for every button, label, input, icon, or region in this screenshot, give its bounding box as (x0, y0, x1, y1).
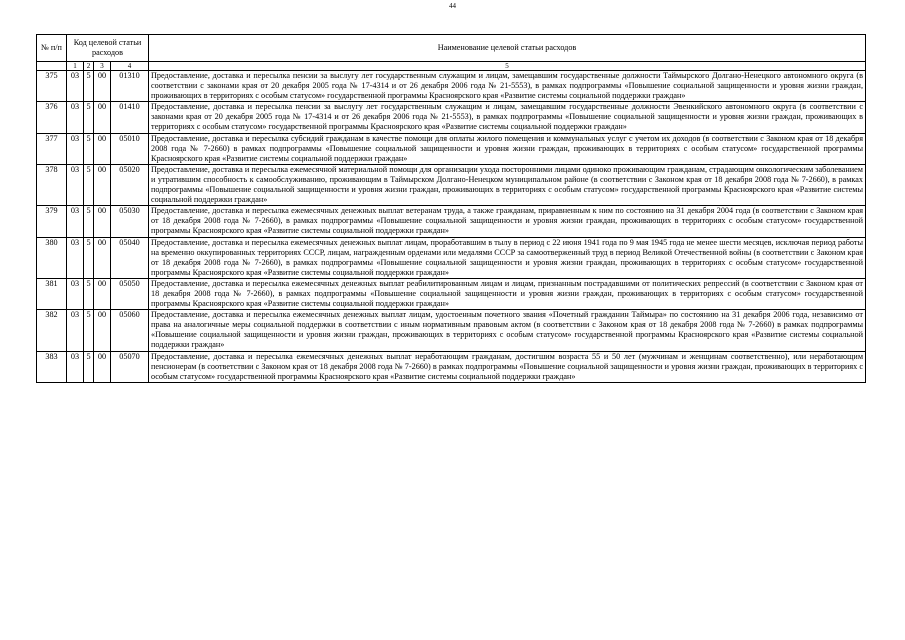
code-part-3: 00 (94, 237, 111, 278)
row-number: 376 (37, 102, 67, 133)
expense-description: Предоставление, доставка и пересылка ежемесячных денежных выплат лицам, проработавшим в тылу в период с 22 июня 1941 года по 9 мая 1945 года не менее шести месяцев, исключая период работы на временно оккупированных территориях СССР, лицам, награжденным орденами или медалями СССР за самоотверженный труд в период Великой Отечественной войны (в соответствии с Законом края от 18 декабря 2008 года № 7-2660), в рамках подпрограммы «Повышение социальной защищенности и уровня жизни граждан, проживающих в территориях с особым статусом» государственной программы Красноярского края «Развитие системы социальной поддержки граждан» (149, 237, 866, 278)
col-index: 3 (94, 62, 111, 71)
code-part-2: 5 (84, 102, 94, 133)
code-part-1: 03 (67, 102, 84, 133)
code-part-2: 5 (84, 278, 94, 309)
budget-table (36, 34, 866, 383)
code-part-3: 00 (94, 102, 111, 133)
header-row (37, 35, 866, 62)
table-row (37, 133, 866, 164)
page-number: 44 (449, 2, 456, 10)
row-number: 382 (37, 310, 67, 351)
expense-description: Предоставление, доставка и пересылка ежемесячных денежных выплат лицам, удостоенным почетного звания «Почетный гражданин Таймыра» по состоянию на 31 декабря 2006 года, независимо от права на аналогичные меры социальной поддержки в соответствии с иным нормативным правовым актом (в соответствии с Законом края от 18 декабря 2008 года № 7-2660) в рамках подпрограммы «Повышение социальной защищенности и уровня жизни граждан, проживающих в территориях с особым статусом» государственной программы Красноярского края «Развитие системы социальной поддержки граждан» (149, 310, 866, 351)
code-part-4: 01310 (111, 71, 149, 102)
code-part-3: 00 (94, 351, 111, 382)
table-row (37, 206, 866, 237)
code-part-2: 5 (84, 133, 94, 164)
row-number: 375 (37, 71, 67, 102)
code-part-3: 00 (94, 310, 111, 351)
code-part-4: 05060 (111, 310, 149, 351)
code-part-1: 03 (67, 278, 84, 309)
expense-description: Предоставление, доставка и пересылка субсидий гражданам в качестве помощи для оплаты жилого помещения и коммунальных услуг с учетом их доходов (в соответствии с Законом края от 18 декабря 2008 года № 7-2660) в рамках подпрограммы «Повышение социальной защищенности и уровня жизни граждан, проживающих в территориях с особым статусом» государственной программы Красноярского края «Развитие системы социальной поддержки граждан» (149, 133, 866, 164)
row-number: 380 (37, 237, 67, 278)
code-part-4: 05010 (111, 133, 149, 164)
header-code: Код целевой статьи расходов (67, 35, 149, 62)
expense-description: Предоставление, доставка и пересылка ежемесячной материальной помощи для организации ухода посторонними лицами одиноко проживающим гражданам, страдающим онкологическим заболеванием и утратившим способность к самообслуживанию, проживающим в Таймырском Долгано-Ненецком муниципальном районе (в соответствии с Законом края от 18 декабря 2008 года № 7-2660), в рамках подпрограммы «Повышение социальной защищенности и уровня жизни граждан, проживающих в территориях с особым статусом» государственной программы Красноярского края «Развитие системы социальной поддержки граждан» (149, 164, 866, 205)
table-row (37, 237, 866, 278)
table-body (37, 71, 866, 383)
code-part-1: 03 (67, 133, 84, 164)
row-number: 378 (37, 164, 67, 205)
code-part-1: 03 (67, 164, 84, 205)
code-part-1: 03 (67, 206, 84, 237)
code-part-3: 00 (94, 133, 111, 164)
code-part-2: 5 (84, 351, 94, 382)
table-row (37, 71, 866, 102)
row-number: 379 (37, 206, 67, 237)
code-part-4: 05040 (111, 237, 149, 278)
col-index: 5 (149, 62, 866, 71)
column-numbering-row (37, 62, 866, 71)
table-row (37, 102, 866, 133)
code-part-2: 5 (84, 71, 94, 102)
code-part-1: 03 (67, 310, 84, 351)
code-part-2: 5 (84, 206, 94, 237)
code-part-1: 03 (67, 351, 84, 382)
expense-description: Предоставление, доставка и пересылка пенсии за выслугу лет государственным служащим и лицам, замещавшим государственные должности Эвенкийского автономного округа (в соответствии с законами края от 20 декабря 2005 года № 17-4314 и от 26 декабря 2006 года № 21-5553), в рамках подпрограммы «Повышение социальной защищенности и уровня жизни граждан, проживающих в территориях с особым статусом» государственной программы Красноярского края «Развитие системы социальной поддержки граждан» (149, 102, 866, 133)
table-row (37, 278, 866, 309)
table-row (37, 351, 866, 382)
row-number: 381 (37, 278, 67, 309)
code-part-2: 5 (84, 164, 94, 205)
col-index: 2 (84, 62, 94, 71)
code-part-4: 01410 (111, 102, 149, 133)
table-row (37, 310, 866, 351)
code-part-3: 00 (94, 206, 111, 237)
code-part-3: 00 (94, 164, 111, 205)
table-row (37, 164, 866, 205)
row-number: 377 (37, 133, 67, 164)
code-part-4: 05050 (111, 278, 149, 309)
code-part-4: 05020 (111, 164, 149, 205)
row-number: 383 (37, 351, 67, 382)
code-part-4: 05030 (111, 206, 149, 237)
code-part-2: 5 (84, 237, 94, 278)
code-part-1: 03 (67, 237, 84, 278)
code-part-1: 03 (67, 71, 84, 102)
expense-description: Предоставление, доставка и пересылка пенсии за выслугу лет государственным служащим и лицам, замещавшим государственные должности Таймырского Долгано-Ненецкого автономного округа (в соответствии с законами края от 20 декабря 2005 года № 17-4314 и от 26 декабря 2006 года № 21-5553), в рамках подпрограммы «Повышение социальной защищенности и уровня жизни граждан, проживающих в территориях с особым статусом» государственной программы Красноярского края «Развитие системы социальной поддержки граждан» (149, 71, 866, 102)
header-number: № п/п (37, 35, 67, 62)
col-index: 4 (111, 62, 149, 71)
code-part-3: 00 (94, 71, 111, 102)
code-part-3: 00 (94, 278, 111, 309)
expense-description: Предоставление, доставка и пересылка ежемесячных денежных выплат ветеранам труда, а также гражданам, приравненным к ним по состоянию на 31 декабря 2004 года (в соответствии с Законом края от 18 декабря 2008 года № 7-2660), в рамках подпрограммы «Повышение социальной защищенности и уровня жизни граждан, проживающих в территориях с особым статусом» государственной программы Красноярского края «Развитие системы социальной поддержки граждан» (149, 206, 866, 237)
expense-description: Предоставление, доставка и пересылка ежемесячных денежных выплат реабилитированным лицам и лицам, признанным пострадавшими от политических репрессий (в соответствии с Законом края от 18 декабря 2008 года № 7-2660), в рамках подпрограммы «Повышение социальной защищенности и уровня жизни граждан, проживающих в территориях с особым статусом» государственной программы Красноярского края «Развитие системы социальной поддержки граждан» (149, 278, 866, 309)
expense-description: Предоставление, доставка и пересылка ежемесячных денежных выплат неработающим гражданам, достигшим возраста 55 и 50 лет (мужчинам и женщинам соответственно), или неработающим пенсионерам (в соответствии с Законом края от 18 декабря 2008 года № 7-2660) в рамках подпрограммы «Повышение социальной защищенности и уровня жизни граждан, проживающих в территориях с особым статусом» государственной программы Красноярского края «Развитие системы социальной поддержки граждан» (149, 351, 866, 382)
code-part-2: 5 (84, 310, 94, 351)
col-index: 1 (67, 62, 84, 71)
code-part-4: 05070 (111, 351, 149, 382)
header-name: Наименование целевой статьи расходов (149, 35, 866, 62)
